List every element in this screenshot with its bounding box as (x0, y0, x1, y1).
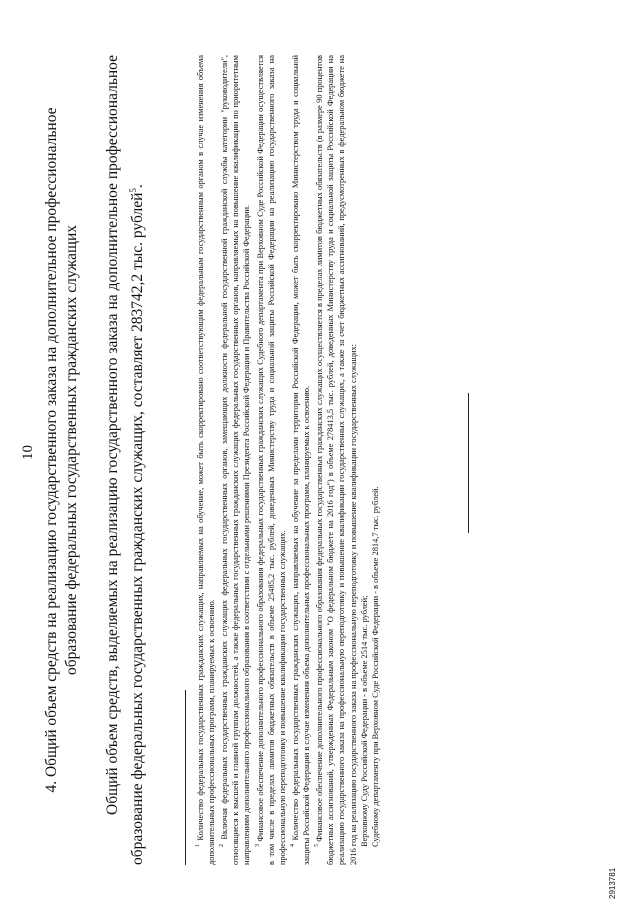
footnote-ref-5: 5 (128, 188, 138, 193)
footnote-text: Включая федеральных государственных гражданских служащих федеральных государственных органов, замещающих должности федеральной государственной гражданской службы категории "руководители", относящиеся к высшей и главной группам должностей, а также федеральных государственных гражданских служащих федеральных государственных органов, направляемых на повышение квалификации по приоритетным направлениям дополнительного профессионального образования в соответствии с отдельными решениями Президента Российской Федерации и Правительства Российской Федерации. (220, 54, 252, 865)
heading-number: 4. (43, 780, 60, 793)
footnote-text: Количество федеральных государственных гражданских служащих, направляемых на обучение за пределами территории Российской Федерации, может быть скорректировано Министерством труда и социальной защиты Российской Федерации в случае изменения объема дополнительных профессиональных программ, планируемых к освоению. (290, 55, 312, 865)
footnote-5-item-2: Судебному департаменту при Верховном Суде Российской Федерации - в объеме 2814,7 тыс. рублей. (371, 486, 381, 847)
footnote-text: Финансовое обеспечение дополнительного профессионального образования федеральных государственных гражданских служащих осуществляется в пределах лимитов бюджетных обязательств (в размере 90 процентов бюджетных ассигнований, утвержденных Федеральным законом "О федеральном бюджете на 2016 год") в объеме 278413,5 тыс. рублей, доведенных Министерству труда и социальной защиты Российской Федерации на реализацию государственного заказа на профессиональную переподготовку и повышение квалификации государственных служащих, а также за счет бюджетных ассигнований, предусмотренных в федеральном бюджете на 2016 год на реализацию государственного заказа на профессиональную переподготовку и повышение квалификации государственных служащих: (315, 55, 358, 865)
footnote-4 (288, 55, 312, 865)
footnote-2 (217, 55, 252, 865)
main-paragraph (103, 55, 148, 865)
heading-line-1 (42, 85, 62, 815)
heading-line-2: образование федеральных государственных гражданских служащих (63, 224, 80, 676)
footnote-mark: 4 (290, 844, 297, 847)
footnote-5-item-1: Верховному Суду Российской Федерации - в объеме 2514 тыс. рублей; (359, 595, 369, 847)
section-heading (42, 85, 82, 815)
page-number: 10 (20, 445, 36, 460)
footnote-separator (185, 690, 186, 865)
heading-text-1: Общий объем средств на реализацию государственного заказа на дополнительное профессиональное (43, 107, 60, 778)
footnote-1 (193, 55, 217, 865)
footnotes-block (193, 55, 381, 865)
footnote-text: Количество федеральных государственных гражданских служащих, направляемых на обучение, может быть скорректировано соответствующим федеральным государственным органом в случае изменения объема дополнительных профессиональных программ, планируемых к освоению. (195, 55, 216, 865)
main-paragraph-end: . (129, 184, 147, 189)
end-of-page-rule (468, 393, 469, 533)
footnote-mark: 3 (254, 844, 261, 847)
footnote-mark: 2 (219, 844, 226, 847)
footnote-5 (312, 55, 359, 865)
document-id: 2913781 (608, 867, 617, 899)
footnote-3 (253, 55, 288, 865)
footnote-text: Финансовое обеспечение дополнительного профессионального образования федеральных государственных гражданских служащих Судебного департамента при Верховном Суде Российской Федерации осуществляется в том числе в пределах лимитов бюджетных обязательств в объеме 25485,2 тыс. рублей, доведенных Министерству труда и социальной защиты Российской Федерации на реализацию государственного заказа на профессиональную переподготовку и повышение квалификации государственных служащих. (255, 55, 287, 865)
main-paragraph-text: Общий объем средств, выделяемых на реализацию государственного заказа на дополнительное профессиональное образование федеральных государственных гражданских служащих, составляет 283742,2 тыс. рублей (104, 55, 147, 865)
footnote-mark: 5 (314, 844, 321, 847)
footnote-mark: 1 (195, 844, 201, 847)
